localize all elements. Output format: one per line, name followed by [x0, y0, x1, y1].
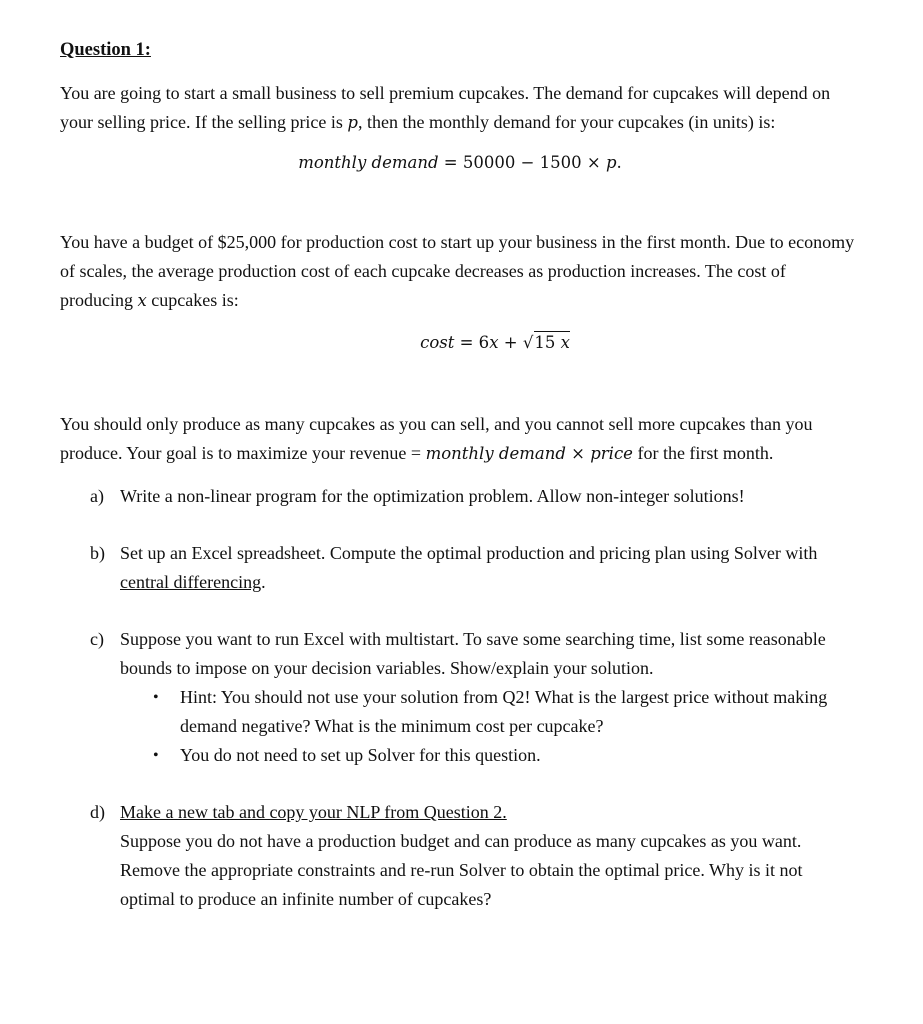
budget-text-end: cupcakes is: [146, 290, 239, 310]
intro-text: You are going to start a small business to sell premium cupcakes. The demand for cupcakes will depend on your selling price. If the selling price is [60, 83, 831, 132]
sub-question-b [60, 539, 860, 597]
intro-paragraph [60, 79, 860, 137]
quantity-variable: x [137, 291, 147, 310]
sub-question-a-label: a) [90, 486, 104, 506]
price-variable: p [347, 113, 358, 132]
radicand-variable: x [560, 333, 570, 352]
demand-equation [60, 153, 860, 172]
budget-paragraph [60, 228, 860, 315]
goal-paragraph [60, 410, 860, 468]
goal-math-times: × [565, 444, 591, 463]
cost-eq-radicand [534, 331, 570, 352]
demand-eq-var: p [605, 153, 617, 172]
sub-questions [60, 482, 860, 914]
cost-eq-rhs: = 6 [454, 333, 490, 352]
cost-eq-var: x [489, 333, 499, 352]
intro-text-end: , then the monthly demand for your cupcakes (in units) is: [357, 112, 776, 132]
sub-question-a-text: Write a non-linear program for the optimization problem. Allow non-integer solutions! [120, 486, 745, 506]
radicand-number: 15 [534, 333, 556, 352]
sub-question-d-text: Suppose you do not have a production budget and can produce as many cupcakes as you want. Remove the appropriate constraints and re-run Solver to obtain the optimal price. Why is it not optimal to produce an infinite number of cupcakes? [120, 831, 803, 909]
goal-text-end: for the first month. [632, 443, 774, 463]
question-heading: Question 1: [60, 40, 151, 60]
bullet-hint [120, 683, 860, 741]
sub-question-b-label: b) [90, 543, 105, 563]
sub-question-c-label: c) [90, 629, 104, 649]
sub-question-c-text: Suppose you want to run Excel with multistart. To save some searching time, list some reasonable bounds to impose on your decision variables. Show/explain your solution. [120, 629, 826, 678]
cost-eq-plus-root: + √ [498, 333, 534, 352]
budget-text: You have a budget of $25,000 for production cost to start up your business in the first month. Due to economy of scales, the average production cost of each cupcake decreases as production increases. The cost of producing [60, 232, 855, 310]
sub-question-c [60, 625, 860, 683]
sub-question-b-text: Set up an Excel spreadsheet. Compute the optimal production and pricing plan using Solver with [120, 543, 818, 563]
cost-eq-lhs: cost [420, 333, 455, 352]
question-page [60, 40, 860, 914]
sub-question-d-label: d) [90, 802, 105, 822]
goal-math-demand: monthly demand [425, 444, 566, 463]
bullet-dot: • [153, 747, 159, 764]
sub-question-c-bullets [60, 683, 860, 770]
demand-eq-end: . [616, 153, 622, 172]
central-differencing-link: central differencing [120, 572, 262, 592]
goal-math-price: price [590, 444, 633, 463]
bullet-solver-note-text: You do not need to set up Solver for this question. [180, 745, 541, 765]
bullet-hint-text: Hint: You should not use your solution from Q2! What is the largest price without making demand negative? What is the minimum cost per cupcake? [180, 687, 828, 736]
sub-question-d-title: Make a new tab and copy your NLP from Question 2. [120, 802, 507, 822]
bullet-solver-note [120, 741, 860, 770]
demand-eq-lhs: monthly demand [298, 153, 439, 172]
demand-eq-rhs: = 50000 − 1500 × [438, 153, 606, 172]
goal-text: You should only produce as many cupcakes as you can sell, and you cannot sell more cupcakes than you produce. Your goal is to maximize your revenue = [60, 414, 813, 463]
sub-question-b-end: . [261, 572, 266, 592]
cost-equation [60, 331, 860, 352]
sub-question-a [60, 482, 860, 511]
sub-question-d [60, 798, 860, 914]
bullet-dot: • [153, 689, 159, 706]
